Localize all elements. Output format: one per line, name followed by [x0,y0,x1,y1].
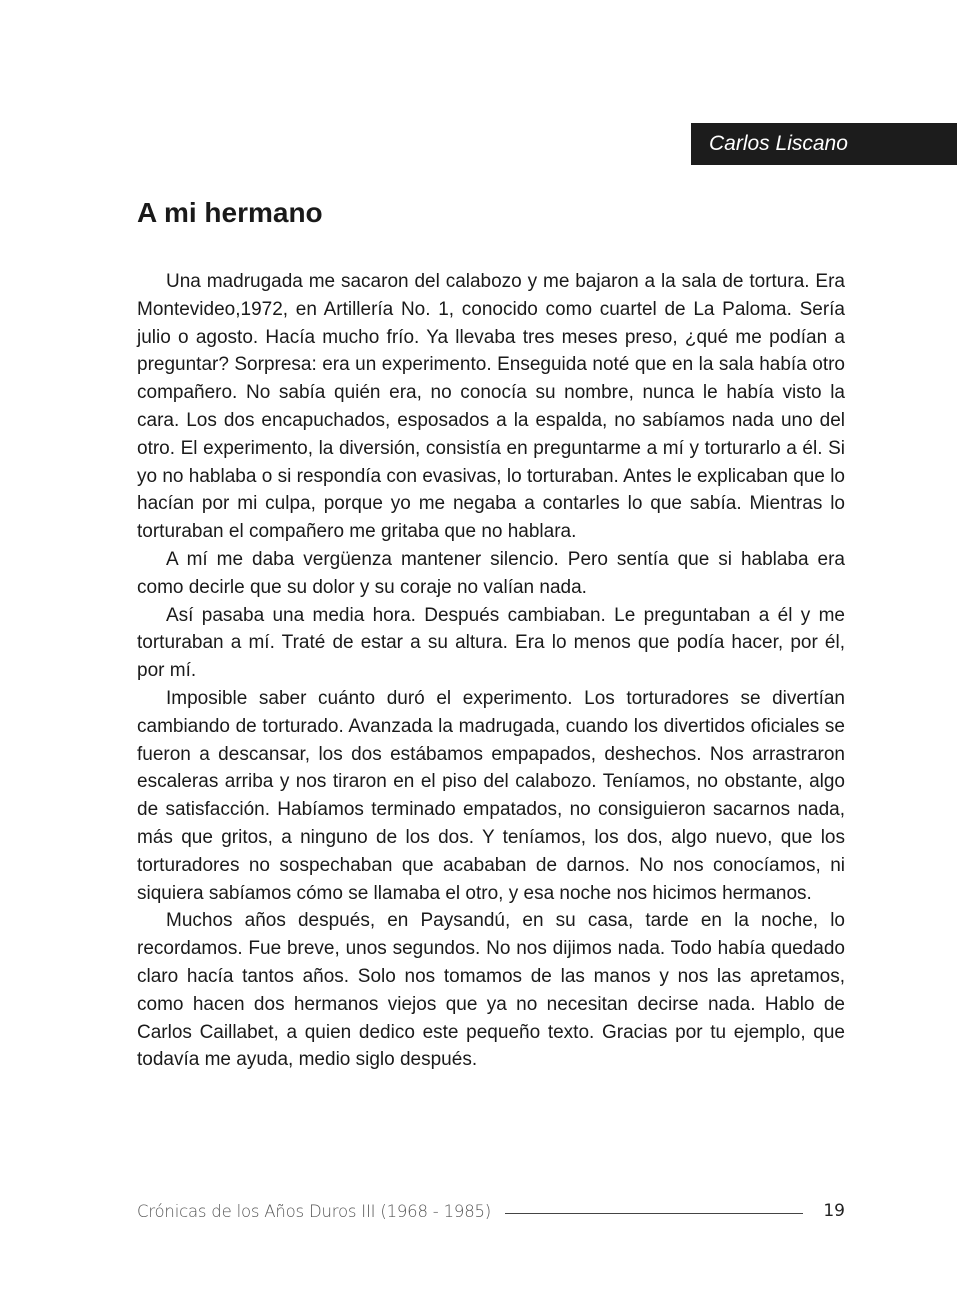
page-footer [137,1196,845,1226]
paragraph: Muchos años después, en Paysandú, en su casa, tarde en la noche, lo recordamos. Fue breve, unos segundos. No nos dijimos nada. Todo había quedado claro hacía tantos años. Solo nos tomamos de las manos y nos las apretamos, como hacen dos hermanos viejos que ya no necesitan decirse nada. Hablo de Carlos Caillabet, a quien dedico este pequeño texto. Gracias por tu ejemplo, que todavía me ayuda, medio siglo después. [137,910,845,1071]
footer-divider [505,1213,803,1214]
article-body [137,268,845,1074]
author-name: Carlos Liscano [709,132,848,155]
paragraph: A mí me daba vergüenza mantener silencio. Pero sentía que si hablaba era como decirle que su dolor y su coraje no valían nada. [137,548,845,598]
article-title: A mi hermano [137,197,323,228]
footer-book-title: Crónicas de los Años Duros III (1968 - 1985) [137,1201,492,1221]
paragraph: Imposible saber cuánto duró el experimento. Los torturadores se divertían cambiando de torturado. Avanzada la madrugada, cuando los divertidos oficiales se fueron a descansar, los dos estábamos empapados, deshechos. Nos arrastraron escaleras arriba y nos tiraron en el piso del calabozo. Teníamos, no obstante, algo de satisfacción. Habíamos terminado empatados, no consiguieron sacarnos nada, más que gritos, a ninguno de los dos. Y teníamos, los dos, algo nuevo, que los torturadores no sospechaban que acababan de darnos. No nos conocíamos, ni siquiera sabíamos cómo se llamaba el otro, y esa noche nos hicimos hermanos. [137,687,845,904]
page-number: 19 [823,1201,845,1221]
paragraph: Una madrugada me sacaron del calabozo y me bajaron a la sala de tortura. Era Montevideo,1972, en Artillería No. 1, conocido como cuartel de La Paloma. Sería julio o agosto. Hacía mucho frío. Ya llevaba tres meses preso, ¿qué me podían a preguntar? Sorpresa: era un experimento. Enseguida noté que en la sala había otro compañero. No sabía quién era, no conocía su nombre, nunca le había visto la cara. Los dos encapuchados, esposados a la espalda, no sabíamos nada uno del otro. El experimento, la diversión, consistía en preguntarme a mí y torturarlo a él. Si yo no hablaba o si respondía con evasivas, lo torturaban. Antes le explicaban que lo hacían por mi culpa, porque yo me negaba a contarles lo que sabía. Mientras lo torturaban el compañero me gritaba que no hablara. [137,271,845,543]
author-header-tab [691,123,957,165]
paragraph: Así pasaba una media hora. Después cambiaban. Le preguntaban a él y me torturaban a mí. Traté de estar a su altura. Era lo menos que podía hacer, por él, por mí. [137,604,845,682]
